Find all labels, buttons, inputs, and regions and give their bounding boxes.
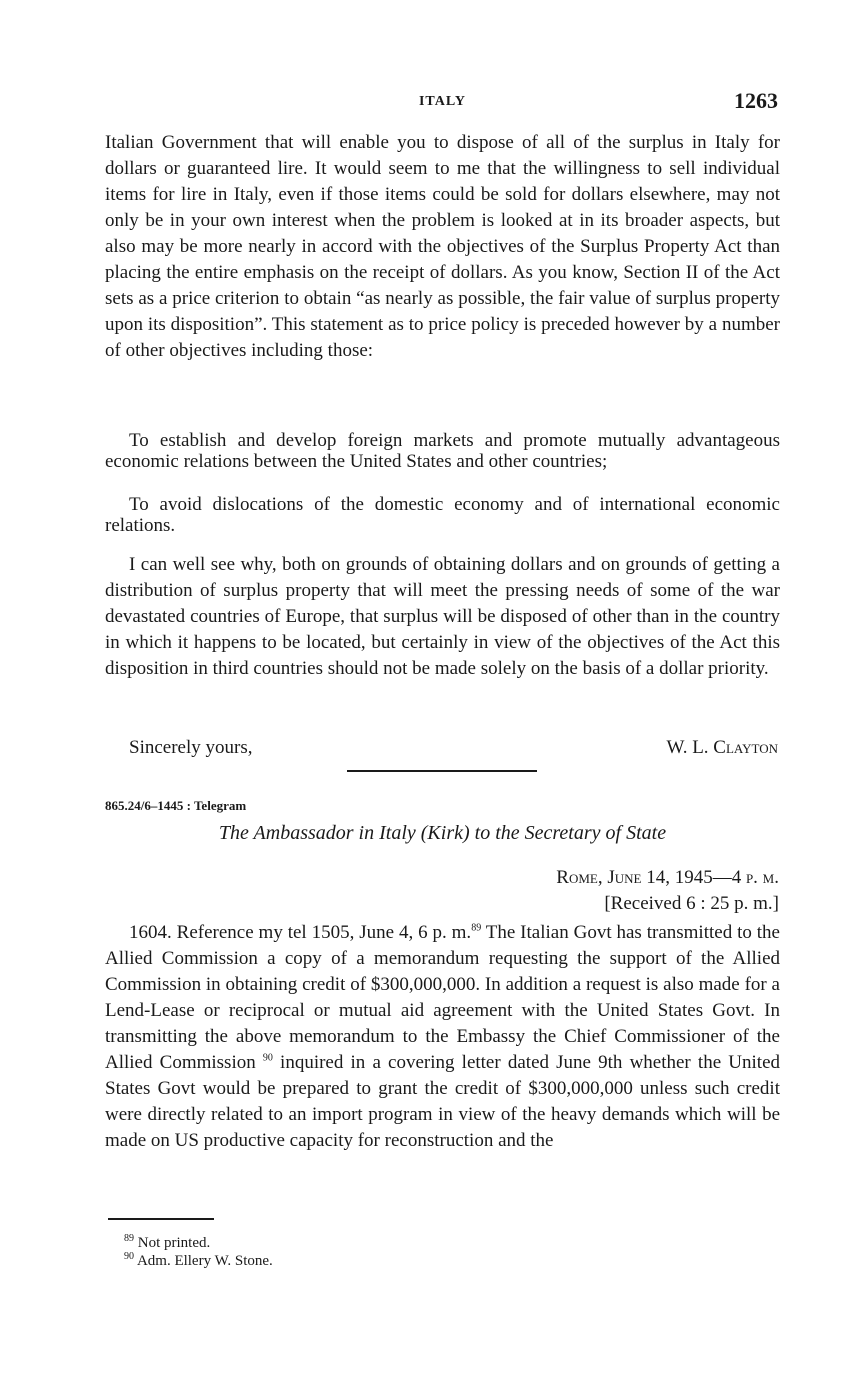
telegram-body-part-1: 1604. Reference my tel 1505, June 4, 6 p. m. xyxy=(129,922,472,943)
dateline-text: Rome, June 14, 1945—4 p. m. xyxy=(556,867,779,888)
letter-paragraph-1: Italian Government that will enable you to dispose of all of the surplus in Italy for dollars or guaranteed lire. It would seem to me that the willingness to sell individual items for lire in Italy, even if those items could be sold for dollars elsewhere, may not only be in your own interest when the problem is looked at in its broader aspects, but also may be more nearly in accord with the objectives of the Surplus Property Act than placing the entire emphasis on the receipt of dollars. As you know, Section II of the Act sets as a price criterion to obtain “as nearly as possible, the fair value of surplus property upon its disposition”. This statement as to price policy is preceded however by a number of other objectives including those: xyxy=(105,132,780,361)
telegram-body-part-2: The Italian Govt has transmitted to the Allied Commission a copy of a memorandum requesting the support of the Allied Commission in obtaining credit of $300,000,000. In addition a request is also made for a Lend-Lease or reciprocal or mutual aid agreement with the United States Govt. In transmitting the above memorandum to the Embassy the Chief Commissioner of the Allied Commission xyxy=(105,922,780,1073)
footnote-rule xyxy=(108,1218,214,1220)
footnote-ref-90: 90 xyxy=(262,1052,273,1064)
footnote-text: Adm. Ellery W. Stone. xyxy=(136,1253,273,1269)
file-reference: 865.24/6–1445 : Telegram xyxy=(105,798,247,813)
footnote-89 xyxy=(124,1234,210,1252)
running-head xyxy=(105,90,780,114)
dateline xyxy=(556,865,779,891)
footnote-mark: 90 xyxy=(124,1251,134,1262)
quoted-objective-1: To establish and develop foreign markets and promote mutually advantageous economic relations between the United States and other countries; xyxy=(105,430,780,472)
footnote-ref-89: 89 xyxy=(471,922,482,934)
signature: W. L. Clayton xyxy=(666,737,778,758)
telegram-body xyxy=(105,920,780,1154)
page-number: 1263 xyxy=(734,88,778,113)
received-time: [Received 6 : 25 p. m.] xyxy=(604,893,779,914)
footnote-text: Not printed. xyxy=(137,1235,211,1251)
footnote-90 xyxy=(124,1252,273,1270)
footnote-mark: 89 xyxy=(124,1233,134,1244)
running-title: ITALY xyxy=(418,94,467,109)
letter-paragraph-2: I can well see why, both on grounds of obtaining dollars and on grounds of getting a distribution of surplus property that will meet the pressing needs of some of the war devastated countries of Europe, that surplus will be disposed of other than in the country in which it happens to be located, but certainly in view of the objectives of the Act this disposition in third countries should not be made solely on the basis of a dollar priority. xyxy=(105,554,780,679)
document-title: The Ambassador in Italy (Kirk) to the Secretary of State xyxy=(218,822,667,844)
quoted-objective-2: To avoid dislocations of the domestic economy and of international economic relations. xyxy=(105,494,780,536)
letter-closing xyxy=(129,735,780,761)
closing-phrase: Sincerely yours, xyxy=(129,737,253,758)
telegram-body-part-3: inquired in a covering letter dated June 9th whether the United States Govt would be prepared to grant the credit of $300,000,000 unless such credit were directly related to an import program in view of the heavy demands which will be made on US productive capacity for reconstruction and the xyxy=(105,1052,780,1151)
section-divider xyxy=(347,770,537,772)
